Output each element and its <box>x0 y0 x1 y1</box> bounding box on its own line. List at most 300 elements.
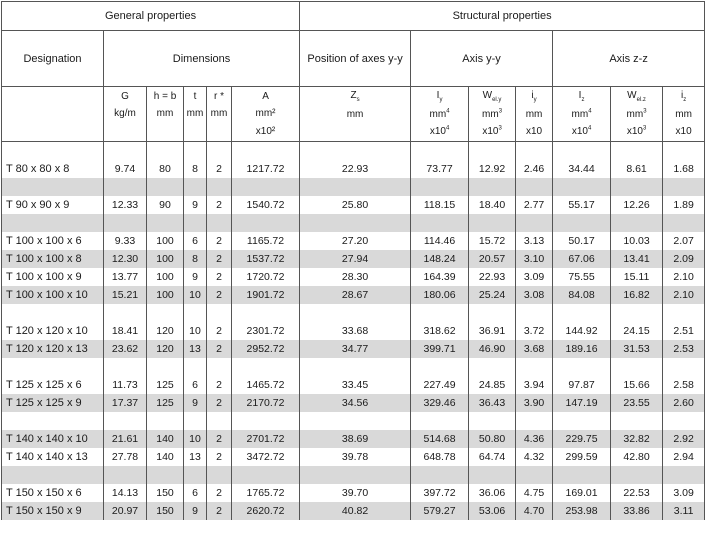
spacer-cell <box>516 178 553 196</box>
value-cell: 2.10 <box>663 268 705 286</box>
spacer-cell <box>469 304 516 322</box>
value-cell: 10.03 <box>611 232 663 250</box>
wely-symbol: W <box>482 90 493 102</box>
iz-unit-exp: 4 <box>588 108 592 115</box>
value-cell: 4.32 <box>516 448 553 466</box>
spacer-cell <box>232 214 300 232</box>
value-cell: 12.30 <box>104 250 147 268</box>
designation-header: Designation <box>2 31 104 87</box>
t-unit: mm <box>186 108 204 120</box>
value-cell: 27.78 <box>104 448 147 466</box>
zs-unit: mm <box>346 108 364 120</box>
designation-cell: T 140 x 140 x 10 <box>2 430 104 448</box>
spacer-cell <box>232 412 300 430</box>
value-cell: 46.90 <box>469 340 516 358</box>
value-cell: 34.77 <box>300 340 411 358</box>
general-properties-header: General properties <box>2 2 300 31</box>
value-cell: 8 <box>184 250 207 268</box>
spacer-cell <box>516 466 553 484</box>
value-cell: 397.72 <box>411 484 469 502</box>
value-cell: 23.55 <box>611 394 663 412</box>
axis-yy-header: Axis y-y <box>411 31 553 87</box>
value-cell: 1.68 <box>663 160 705 178</box>
g-column-header <box>104 87 147 142</box>
value-cell: 147.19 <box>553 394 611 412</box>
iz-symbol: I <box>578 90 582 102</box>
value-cell: 28.30 <box>300 268 411 286</box>
iz-scale-exp: 4 <box>587 125 592 132</box>
spacer-cell <box>232 358 300 376</box>
value-cell: 3.72 <box>516 322 553 340</box>
header-row-groups <box>2 31 705 87</box>
value-cell: 31.53 <box>611 340 663 358</box>
value-cell: 6 <box>184 484 207 502</box>
zs-symbol: Z <box>350 90 357 102</box>
spacer-cell <box>553 178 611 196</box>
value-cell: 150 <box>147 484 184 502</box>
value-cell: 50.17 <box>553 232 611 250</box>
spacer-cell <box>553 142 611 161</box>
table-body <box>2 142 705 521</box>
value-cell: 9 <box>184 502 207 520</box>
spacer-cell <box>553 466 611 484</box>
value-cell: 15.21 <box>104 286 147 304</box>
value-cell: 36.06 <box>469 484 516 502</box>
value-cell: 318.62 <box>411 322 469 340</box>
value-cell: 253.98 <box>553 502 611 520</box>
value-cell: 12.26 <box>611 196 663 214</box>
spacer-cell <box>469 412 516 430</box>
spacer-cell <box>663 304 705 322</box>
value-cell: 12.92 <box>469 160 516 178</box>
spacer-cell <box>2 178 104 196</box>
spacer-cell <box>147 178 184 196</box>
value-cell: 16.82 <box>611 286 663 304</box>
spacer-cell <box>516 142 553 161</box>
spacer-cell <box>553 304 611 322</box>
spacer-row <box>2 466 705 484</box>
table-row <box>2 340 705 358</box>
value-cell: 227.49 <box>411 376 469 394</box>
designation-cell: T 100 x 100 x 6 <box>2 232 104 250</box>
value-cell: 2 <box>207 376 232 394</box>
spacer-cell <box>104 214 147 232</box>
iz-subscript: z <box>581 97 585 104</box>
table-row <box>2 394 705 412</box>
designation-cell: T 100 x 100 x 9 <box>2 268 104 286</box>
welz-scale: x10 <box>626 126 643 138</box>
value-cell: 299.59 <box>553 448 611 466</box>
value-cell: 3.08 <box>516 286 553 304</box>
spacer-cell <box>104 142 147 161</box>
spacer-cell <box>300 214 411 232</box>
table-row <box>2 250 705 268</box>
value-cell: 2 <box>207 502 232 520</box>
welz-column-header <box>611 87 663 142</box>
value-cell: 22.93 <box>469 268 516 286</box>
value-cell: 15.66 <box>611 376 663 394</box>
table-row <box>2 196 705 214</box>
spacer-cell <box>2 304 104 322</box>
spacer-cell <box>147 214 184 232</box>
designation-cell: T 140 x 140 x 13 <box>2 448 104 466</box>
value-cell: 8.61 <box>611 160 663 178</box>
zs-subscript: s <box>356 97 360 104</box>
designation-cell: T 150 x 150 x 6 <box>2 484 104 502</box>
spacer-cell <box>207 412 232 430</box>
spacer-cell <box>469 178 516 196</box>
value-cell: 39.70 <box>300 484 411 502</box>
iz-small-unit: mm <box>675 108 692 120</box>
value-cell: 2301.72 <box>232 322 300 340</box>
value-cell: 24.85 <box>469 376 516 394</box>
value-cell: 100 <box>147 232 184 250</box>
value-cell: 2.46 <box>516 160 553 178</box>
spacer-cell <box>516 304 553 322</box>
value-cell: 1217.72 <box>232 160 300 178</box>
value-cell: 6 <box>184 232 207 250</box>
value-cell: 84.08 <box>553 286 611 304</box>
value-cell: 180.06 <box>411 286 469 304</box>
value-cell: 34.56 <box>300 394 411 412</box>
spacer-cell <box>104 358 147 376</box>
value-cell: 9 <box>184 268 207 286</box>
axis-zz-header: Axis z-z <box>553 31 705 87</box>
table-row <box>2 286 705 304</box>
value-cell: 14.13 <box>104 484 147 502</box>
value-cell: 42.80 <box>611 448 663 466</box>
value-cell: 2 <box>207 340 232 358</box>
value-cell: 2 <box>207 268 232 286</box>
spacer-cell <box>553 358 611 376</box>
value-cell: 2 <box>207 160 232 178</box>
iz-small-column-header <box>663 87 705 142</box>
value-cell: 2.09 <box>663 250 705 268</box>
value-cell: 17.37 <box>104 394 147 412</box>
spacer-cell <box>411 304 469 322</box>
t-symbol: t <box>193 90 197 102</box>
spacer-cell <box>663 466 705 484</box>
spacer-cell <box>663 178 705 196</box>
spacer-cell <box>611 466 663 484</box>
value-cell: 22.93 <box>300 160 411 178</box>
value-cell: 2 <box>207 394 232 412</box>
spacer-cell <box>516 214 553 232</box>
value-cell: 144.92 <box>553 322 611 340</box>
spacer-cell <box>2 358 104 376</box>
value-cell: 15.72 <box>469 232 516 250</box>
value-cell: 40.82 <box>300 502 411 520</box>
value-cell: 2 <box>207 484 232 502</box>
spacer-cell <box>411 214 469 232</box>
value-cell: 1765.72 <box>232 484 300 502</box>
value-cell: 1901.72 <box>232 286 300 304</box>
spacer-cell <box>663 358 705 376</box>
wely-subscript: el.y <box>492 97 502 104</box>
spacer-cell <box>611 214 663 232</box>
table-row <box>2 232 705 250</box>
value-cell: 125 <box>147 376 184 394</box>
value-cell: 169.01 <box>553 484 611 502</box>
value-cell: 100 <box>147 286 184 304</box>
value-cell: 53.06 <box>469 502 516 520</box>
value-cell: 3.10 <box>516 250 553 268</box>
a-symbol: A <box>262 90 269 102</box>
designation-cell: T 80 x 80 x 8 <box>2 160 104 178</box>
spacer-cell <box>184 142 207 161</box>
value-cell: 13.41 <box>611 250 663 268</box>
section-properties-table <box>1 1 705 520</box>
value-cell: 80 <box>147 160 184 178</box>
value-cell: 2.53 <box>663 340 705 358</box>
spacer-cell <box>663 142 705 161</box>
value-cell: 9.74 <box>104 160 147 178</box>
designation-cell: T 125 x 125 x 9 <box>2 394 104 412</box>
r-column-header <box>207 87 232 142</box>
table-row <box>2 502 705 520</box>
spacer-cell <box>611 178 663 196</box>
wely-scale: x10 <box>482 126 499 138</box>
value-cell: 1165.72 <box>232 232 300 250</box>
wely-unit: mm <box>482 108 499 120</box>
value-cell: 21.61 <box>104 430 147 448</box>
spacer-cell <box>104 412 147 430</box>
spacer-cell <box>553 214 611 232</box>
spacer-cell <box>147 142 184 161</box>
spacer-cell <box>553 412 611 430</box>
value-cell: 2.51 <box>663 322 705 340</box>
hb-unit: mm <box>156 108 174 120</box>
zs-column-header <box>300 87 411 142</box>
hb-symbol: h = b <box>153 90 177 102</box>
spacer-cell <box>516 412 553 430</box>
value-cell: 2.58 <box>663 376 705 394</box>
value-cell: 10 <box>184 322 207 340</box>
value-cell: 27.20 <box>300 232 411 250</box>
value-cell: 50.80 <box>469 430 516 448</box>
table-row <box>2 448 705 466</box>
iz-column-header <box>553 87 611 142</box>
spacer-cell <box>300 178 411 196</box>
iy-small-symbol: i <box>531 90 534 102</box>
spacer-cell <box>207 358 232 376</box>
designation-cell: T 90 x 90 x 9 <box>2 196 104 214</box>
value-cell: 125 <box>147 394 184 412</box>
value-cell: 1720.72 <box>232 268 300 286</box>
value-cell: 100 <box>147 250 184 268</box>
value-cell: 36.43 <box>469 394 516 412</box>
designation-cell: T 125 x 125 x 6 <box>2 376 104 394</box>
spacer-cell <box>232 304 300 322</box>
value-cell: 3.13 <box>516 232 553 250</box>
value-cell: 20.57 <box>469 250 516 268</box>
spacer-row <box>2 412 705 430</box>
spacer-cell <box>411 412 469 430</box>
value-cell: 13.77 <box>104 268 147 286</box>
value-cell: 114.46 <box>411 232 469 250</box>
value-cell: 55.17 <box>553 196 611 214</box>
spacer-cell <box>232 466 300 484</box>
value-cell: 2.60 <box>663 394 705 412</box>
value-cell: 118.15 <box>411 196 469 214</box>
value-cell: 3.68 <box>516 340 553 358</box>
spacer-cell <box>207 466 232 484</box>
spacer-cell <box>147 466 184 484</box>
spacer-cell <box>516 358 553 376</box>
value-cell: 2.07 <box>663 232 705 250</box>
iy-column-header <box>411 87 469 142</box>
value-cell: 73.77 <box>411 160 469 178</box>
g-unit: kg/m <box>114 108 136 120</box>
value-cell: 10 <box>184 286 207 304</box>
value-cell: 12.33 <box>104 196 147 214</box>
value-cell: 2 <box>207 286 232 304</box>
value-cell: 1537.72 <box>232 250 300 268</box>
dimensions-header: Dimensions <box>104 31 300 87</box>
spacer-cell <box>232 178 300 196</box>
welz-scale-exp: 3 <box>642 125 647 132</box>
designation-cell: T 100 x 100 x 8 <box>2 250 104 268</box>
wely-unit-exp: 3 <box>498 108 503 115</box>
spacer-cell <box>611 304 663 322</box>
spacer-row <box>2 214 705 232</box>
spacer-cell <box>104 466 147 484</box>
value-cell: 18.40 <box>469 196 516 214</box>
value-cell: 329.46 <box>411 394 469 412</box>
value-cell: 2620.72 <box>232 502 300 520</box>
value-cell: 514.68 <box>411 430 469 448</box>
spacer-row <box>2 142 705 161</box>
iy-small-subscript: y <box>533 97 537 104</box>
spacer-cell <box>469 466 516 484</box>
a-column-header <box>232 87 300 142</box>
value-cell: 22.53 <box>611 484 663 502</box>
spacer-cell <box>147 412 184 430</box>
iy-unit: mm <box>429 108 447 120</box>
spacer-cell <box>300 358 411 376</box>
value-cell: 9 <box>184 394 207 412</box>
spacer-cell <box>147 358 184 376</box>
value-cell: 25.80 <box>300 196 411 214</box>
value-cell: 33.68 <box>300 322 411 340</box>
value-cell: 189.16 <box>553 340 611 358</box>
iy-small-scale: x10 <box>525 126 543 138</box>
header-row-units <box>2 87 705 142</box>
designation-unit-cell <box>2 87 104 142</box>
wely-scale-exp: 3 <box>498 125 502 132</box>
spacer-cell <box>232 142 300 161</box>
value-cell: 4.70 <box>516 502 553 520</box>
iz-unit: mm <box>571 108 589 120</box>
designation-cell: T 150 x 150 x 9 <box>2 502 104 520</box>
value-cell: 140 <box>147 448 184 466</box>
spacer-cell <box>2 466 104 484</box>
spacer-cell <box>300 412 411 430</box>
spacer-cell <box>611 358 663 376</box>
value-cell: 97.87 <box>553 376 611 394</box>
welz-unit: mm <box>626 108 644 120</box>
value-cell: 2 <box>207 196 232 214</box>
spacer-cell <box>207 304 232 322</box>
value-cell: 164.39 <box>411 268 469 286</box>
designation-cell: T 120 x 120 x 10 <box>2 322 104 340</box>
value-cell: 13 <box>184 448 207 466</box>
value-cell: 38.69 <box>300 430 411 448</box>
value-cell: 2.10 <box>663 286 705 304</box>
a-scale: x10² <box>255 125 276 137</box>
designation-cell: T 100 x 100 x 10 <box>2 286 104 304</box>
value-cell: 2 <box>207 430 232 448</box>
spacer-row <box>2 178 705 196</box>
spacer-cell <box>207 142 232 161</box>
value-cell: 648.78 <box>411 448 469 466</box>
table-row <box>2 322 705 340</box>
value-cell: 36.91 <box>469 322 516 340</box>
position-axes-header: Position of axes y-y <box>300 31 411 87</box>
value-cell: 6 <box>184 376 207 394</box>
value-cell: 229.75 <box>553 430 611 448</box>
spacer-cell <box>663 214 705 232</box>
value-cell: 120 <box>147 322 184 340</box>
iy-small-unit: mm <box>525 108 543 120</box>
value-cell: 4.75 <box>516 484 553 502</box>
value-cell: 10 <box>184 430 207 448</box>
value-cell: 39.78 <box>300 448 411 466</box>
value-cell: 2 <box>207 448 232 466</box>
value-cell: 13 <box>184 340 207 358</box>
iz-scale: x10 <box>571 126 588 138</box>
iy-subscript: y <box>439 97 443 104</box>
spacer-cell <box>663 412 705 430</box>
spacer-cell <box>300 142 411 161</box>
value-cell: 33.45 <box>300 376 411 394</box>
value-cell: 2 <box>207 232 232 250</box>
value-cell: 100 <box>147 268 184 286</box>
value-cell: 20.97 <box>104 502 147 520</box>
value-cell: 8 <box>184 160 207 178</box>
value-cell: 1465.72 <box>232 376 300 394</box>
spacer-cell <box>469 142 516 161</box>
spacer-cell <box>300 466 411 484</box>
spacer-cell <box>2 142 104 161</box>
spacer-cell <box>184 412 207 430</box>
value-cell: 4.36 <box>516 430 553 448</box>
value-cell: 3472.72 <box>232 448 300 466</box>
table-row <box>2 430 705 448</box>
value-cell: 3.94 <box>516 376 553 394</box>
spacer-cell <box>207 214 232 232</box>
spacer-cell <box>104 178 147 196</box>
value-cell: 120 <box>147 340 184 358</box>
value-cell: 2.94 <box>663 448 705 466</box>
spacer-cell <box>184 358 207 376</box>
spacer-cell <box>207 178 232 196</box>
value-cell: 148.24 <box>411 250 469 268</box>
value-cell: 15.11 <box>611 268 663 286</box>
value-cell: 2.77 <box>516 196 553 214</box>
structural-properties-header: Structural properties <box>300 2 705 31</box>
value-cell: 28.67 <box>300 286 411 304</box>
table-row <box>2 268 705 286</box>
value-cell: 1540.72 <box>232 196 300 214</box>
spacer-cell <box>469 358 516 376</box>
spacer-cell <box>411 178 469 196</box>
value-cell: 1.89 <box>663 196 705 214</box>
value-cell: 75.55 <box>553 268 611 286</box>
iy-symbol: I <box>436 90 440 102</box>
value-cell: 34.44 <box>553 160 611 178</box>
spacer-cell <box>184 304 207 322</box>
